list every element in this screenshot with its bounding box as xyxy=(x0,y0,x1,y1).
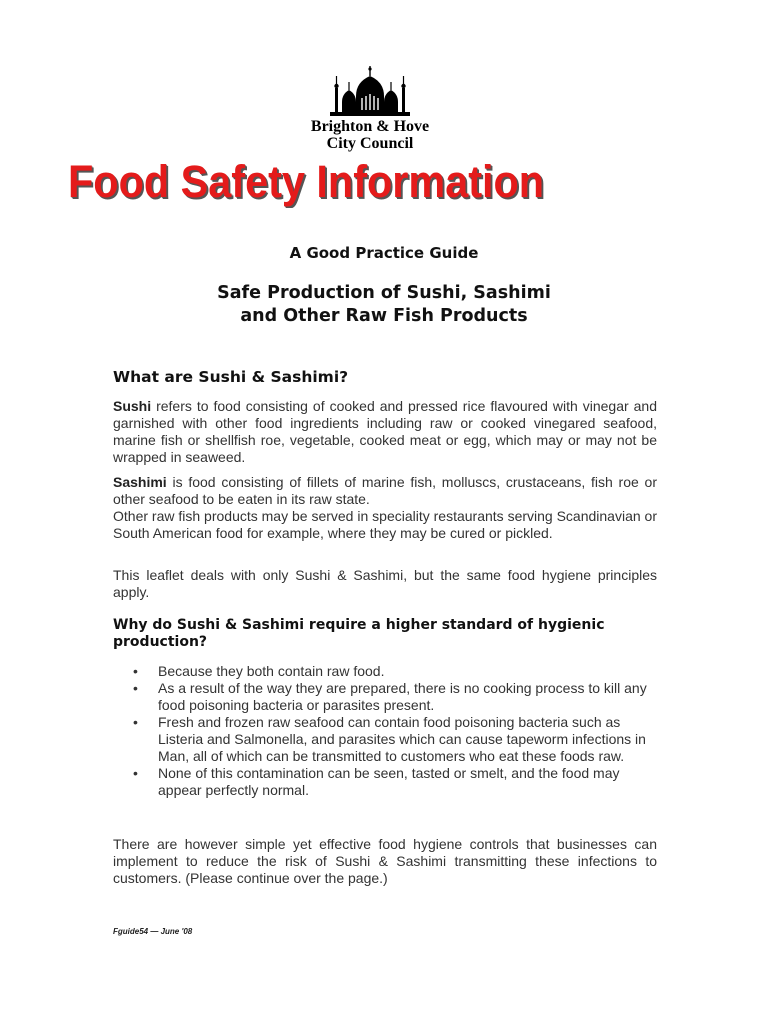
list-item xyxy=(131,765,657,799)
sashimi-definition: is food consisting of fillets of marine fish, molluscs, crustaceans, fish roe or other seafood to be eaten in its raw state. xyxy=(113,474,657,507)
reasons-list xyxy=(131,663,657,799)
closing-paragraph: There are however simple yet effective food hygiene controls that businesses can implement to reduce the risk of Sushi & Sashimi transmitting these infections to customers. (Please continue over the page.) xyxy=(113,836,657,886)
other-raw-fish-text: Other raw fish products may be served in speciality restaurants serving Scandinavian or South American food for example, where they may be cured or pickled. xyxy=(113,508,657,541)
sashimi-paragraph xyxy=(113,474,657,542)
page-title: Food Safety Information xyxy=(68,156,545,207)
list-item-text: None of this contamination can be seen, tasted or smelt, and the food may appear perfectly normal. xyxy=(158,765,620,798)
document-reference-footer: Fguide54 — June '08 xyxy=(113,927,193,936)
logo-line-2: City Council xyxy=(326,135,414,152)
document-heading-line-1: Safe Production of Sushi, Sashimi xyxy=(217,283,551,303)
list-item-text: Fresh and frozen raw seafood can contain food poisoning bacteria such as Listeria and Salmonella, and parasites which can cause tapeworm infections in Man, all of which can be transmitted to customers who eat these foods raw. xyxy=(158,714,646,764)
bullet-icon: • xyxy=(133,714,138,730)
sushi-definition: refers to food consisting of cooked and pressed rice flavoured with vinegar and garnished with other food ingredients including raw or cooked vinegared seafood, marine fish or shellfish roe, vegetable, cooked meat or egg, which may or may not be wrapped in seaweed. xyxy=(113,398,657,465)
section-heading-why: Why do Sushi & Sashimi require a higher standard of hygienic production? xyxy=(113,617,605,650)
council-logo xyxy=(300,66,440,158)
pavilion-domes-icon xyxy=(326,66,414,118)
list-item xyxy=(131,663,657,680)
guide-subtitle: A Good Practice Guide xyxy=(289,244,479,262)
bullet-icon: • xyxy=(133,680,138,696)
document-heading-line-2: and Other Raw Fish Products xyxy=(240,306,528,326)
leaflet-scope-paragraph: This leaflet deals with only Sushi & Sashimi, but the same food hygiene principles apply. xyxy=(113,567,657,600)
list-item xyxy=(131,680,657,714)
sushi-paragraph xyxy=(113,398,657,466)
list-item xyxy=(131,714,657,765)
sashimi-term: Sashimi xyxy=(113,474,167,490)
bullet-icon: • xyxy=(133,663,138,679)
list-item-text: Because they both contain raw food. xyxy=(158,663,385,679)
list-item-text: As a result of the way they are prepared, there is no cooking process to kill any food poisoning bacteria or parasites present. xyxy=(158,680,647,713)
sushi-term: Sushi xyxy=(113,398,152,414)
section-heading-what-are: What are Sushi & Sashimi? xyxy=(113,368,349,386)
bullet-icon: • xyxy=(133,765,138,781)
logo-line-1: Brighton & Hove xyxy=(310,118,430,135)
